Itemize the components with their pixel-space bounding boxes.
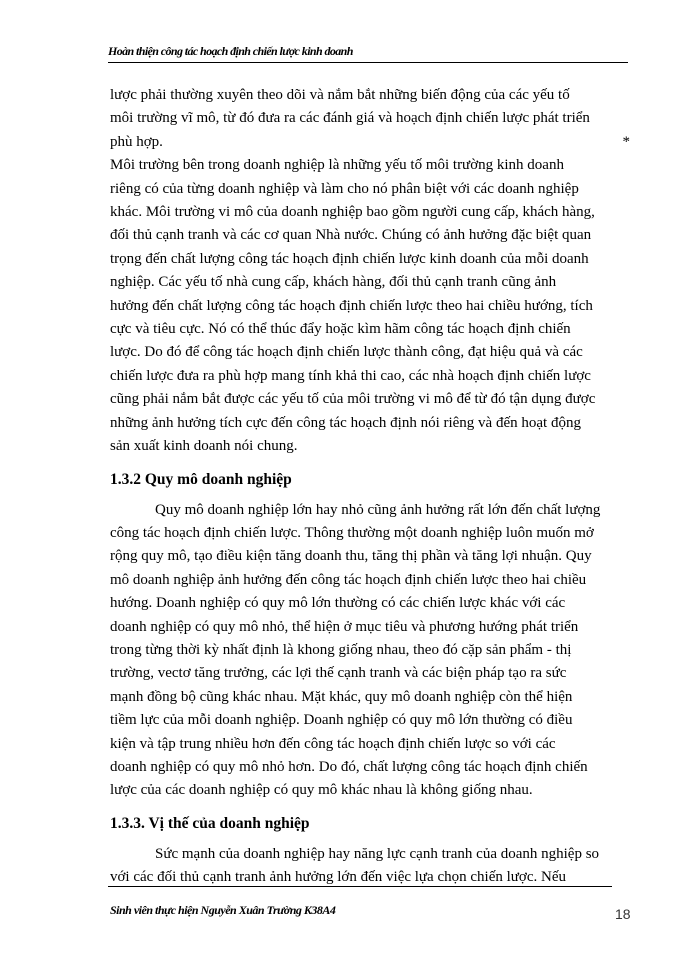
text-line bbox=[110, 131, 630, 154]
environment-paragraph bbox=[110, 154, 630, 458]
header-title: Hoàn thiện công tác hoạch định chiến lược kinh doanh bbox=[108, 44, 353, 58]
scale-paragraph bbox=[110, 499, 630, 803]
text-line: những ảnh hưởng tích cực đến công tác hoạch định nói riêng và đến hoạt động bbox=[110, 414, 581, 431]
text-line: cũng phải nắm bắt được các yếu tố của môi trường vi mô để từ đó tận dụng được bbox=[110, 391, 596, 408]
text-line: công tác hoạch định chiến lược. Thông thường một doanh nghiệp luôn muốn mở bbox=[110, 524, 594, 541]
position-paragraph bbox=[110, 843, 630, 890]
footer-divider bbox=[108, 886, 612, 887]
star-marker: * bbox=[622, 133, 630, 150]
text-line: riêng có của từng doanh nghiệp và làm cho nó phân biệt với các doanh nghiệp bbox=[110, 180, 579, 197]
text-line: chiến lược đưa ra phù hợp mang tính khả thi cao, các nhà hoạch định chiến lược bbox=[110, 367, 591, 384]
footer-author: Sinh viên thực hiện Nguyễn Xuân Trường K38A4 bbox=[110, 903, 336, 917]
text-line: khác. Môi trường vi mô của doanh nghiệp bao gồm người cung cấp, khách hàng, bbox=[110, 204, 595, 221]
text-line: đối thủ cạnh tranh và các cơ quan Nhà nước. Chúng có ảnh hưởng đặc biệt quan bbox=[110, 227, 592, 244]
text-line: hướng. Doanh nghiệp có quy mô lớn thường có các chiến lược khác với các bbox=[110, 595, 566, 612]
page-number: 18 bbox=[615, 906, 631, 922]
intro-paragraph bbox=[110, 84, 630, 154]
text-line: trường, vectơ tăng trưởng, các lợi thế cạnh tranh và các biện pháp tạo ra sức bbox=[110, 665, 567, 682]
text-line: hưởng đến chất lượng công tác hoạch định chiến lược theo hai chiều hướng, tích bbox=[110, 297, 593, 314]
text-line: lược của các doanh nghiệp có quy mô khác nhau là không giống nhau. bbox=[110, 782, 533, 799]
text-line: lược phải thường xuyên theo dõi và nắm bắt những biến động của các yếu tố bbox=[110, 87, 570, 103]
text-line: Môi trường bên trong doanh nghiệp là những yếu tố môi trường kinh doanh bbox=[110, 157, 564, 174]
text-line: môi trường vĩ mô, từ đó đưa ra các đánh giá và hoạch định chiến lược phát triển bbox=[110, 110, 590, 127]
text-line: doanh nghiệp có quy mô nhỏ hơn. Do đó, chất lượng công tác hoạch định chiến bbox=[110, 758, 588, 775]
text-line: mô doanh nghiệp ảnh hưởng đến công tác hoạch định chiến lược theo hai chiều bbox=[110, 571, 587, 588]
text-line: rộng quy mô, tạo điều kiện tăng doanh thu, tăng thị phần và tăng lợi nhuận. Quy bbox=[110, 548, 592, 565]
section-heading-1-3-2: 1.3.2 Quy mô doanh nghiệp bbox=[110, 470, 292, 488]
text-line: mạnh đồng bộ cũng khác nhau. Mặt khác, quy mô doanh nghiệp còn thể hiện bbox=[110, 688, 573, 705]
section-heading-1-3-3: 1.3.3. Vị thế của doanh nghiệp bbox=[110, 814, 310, 832]
text-line: nghiệp. Các yếu tố nhà cung cấp, khách hàng, đối thủ cạnh tranh cũng ảnh bbox=[110, 274, 557, 291]
text-line: Quy mô doanh nghiệp lớn hay nhỏ cũng ảnh hưởng rất lớn đến chất lượng bbox=[155, 501, 601, 518]
page-body bbox=[110, 84, 630, 890]
text-line: Sức mạnh của doanh nghiệp hay năng lực cạnh tranh của doanh nghiệp so bbox=[155, 845, 600, 862]
text-line: kiện và tập trung nhiều hơn đến công tác hoạch định chiến lược so với các bbox=[110, 735, 556, 752]
text-line: cực và tiêu cực. Nó có thể thúc đẩy hoặc kìm hãm công tác hoạch định chiến bbox=[110, 321, 571, 338]
text-line: trong từng thời kỳ nhất định là khong giống nhau, theo đó cặp sản phẩm - thị bbox=[110, 641, 572, 658]
text-line: trọng đến chất lượng công tác hoạch định chiến lược kinh doanh của mỗi doanh bbox=[110, 250, 589, 267]
page-header bbox=[108, 40, 628, 63]
text-line: với các đối thủ cạnh tranh ảnh hưởng lớn đến việc lựa chọn chiến lược. Nếu bbox=[110, 869, 566, 886]
text-line: lược. Do đó để công tác hoạch định chiến lược thành công, đạt hiệu quả và các bbox=[110, 344, 583, 361]
text-line: sản xuất kinh doanh nói chung. bbox=[110, 438, 298, 455]
text-line: doanh nghiệp có quy mô nhỏ, thể hiện ở mục tiêu và phương hướng phát triển bbox=[110, 618, 579, 635]
text-line-content: phù hợp. bbox=[110, 133, 163, 150]
text-line: tiềm lực của mỗi doanh nghiệp. Doanh nghiệp có quy mô lớn thường có điều bbox=[110, 712, 573, 729]
